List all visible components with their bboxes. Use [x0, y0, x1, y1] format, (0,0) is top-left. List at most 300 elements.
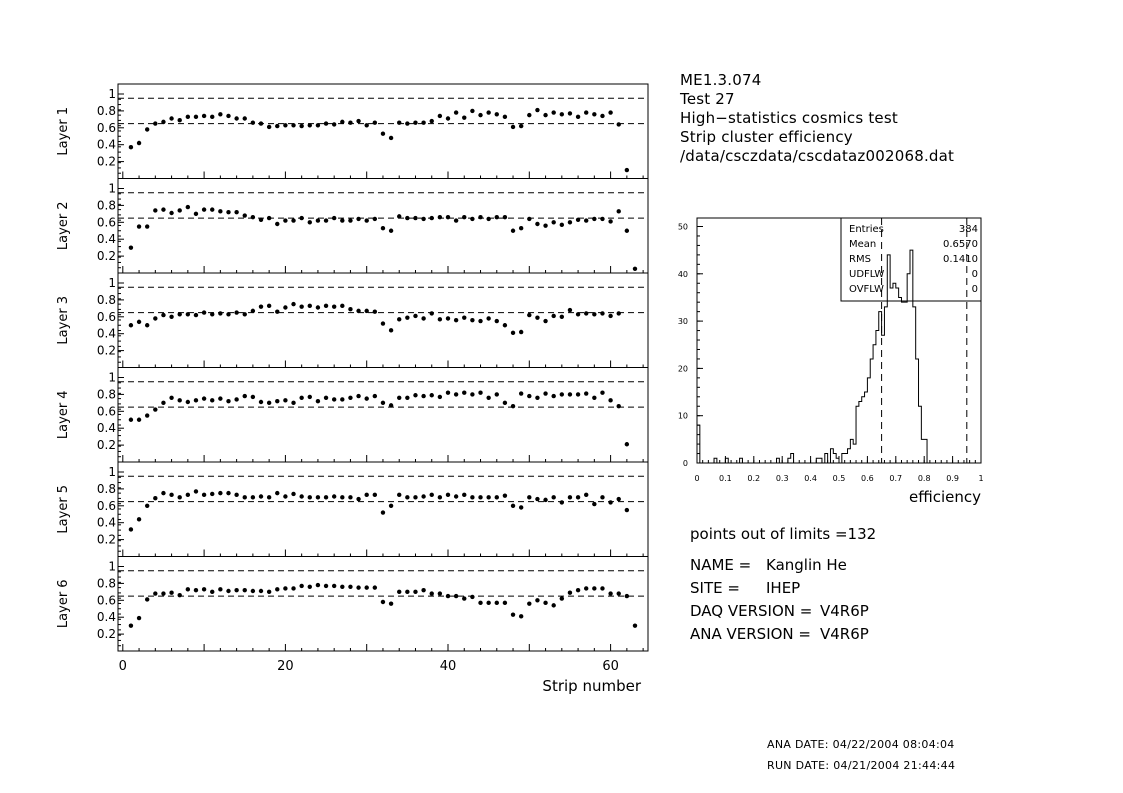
data-point	[405, 396, 409, 400]
data-point	[608, 591, 612, 595]
stats-label: OVFLW	[849, 284, 884, 295]
data-point	[226, 491, 230, 495]
stats-label: Entries	[849, 224, 884, 235]
x-tick-label: 0.8	[917, 474, 931, 483]
data-point	[194, 313, 198, 317]
data-point	[527, 601, 531, 605]
data-point	[275, 222, 279, 226]
x-tick-label: 1	[978, 474, 984, 483]
x-tick-label: 40	[439, 659, 457, 674]
data-point	[340, 495, 344, 499]
data-point	[348, 121, 352, 125]
x-tick-label: 0	[694, 474, 700, 483]
data-point	[356, 585, 360, 589]
data-point	[234, 116, 238, 120]
data-point	[153, 591, 157, 595]
data-point	[617, 122, 621, 126]
y-tick-label: 0.4	[96, 326, 116, 341]
data-point	[283, 586, 287, 590]
data-point	[438, 395, 442, 399]
data-point	[178, 593, 182, 597]
name-value: Kanglin He	[766, 556, 847, 574]
y-tick-label: 1	[108, 276, 116, 290]
data-point	[251, 121, 255, 125]
ana-label: ANA VERSION =	[690, 625, 811, 643]
data-point	[259, 304, 263, 308]
data-point	[470, 318, 474, 322]
data-point	[551, 394, 555, 398]
data-point	[178, 398, 182, 402]
data-point	[405, 121, 409, 125]
y-tick-label: 0.2	[96, 249, 116, 264]
data-point	[243, 495, 247, 499]
y-tick-label: 0.4	[96, 137, 116, 152]
data-point	[470, 109, 474, 113]
data-point	[251, 309, 255, 313]
data-point	[405, 315, 409, 319]
data-point	[633, 267, 637, 271]
data-point	[462, 596, 466, 600]
data-point	[584, 311, 588, 315]
data-point	[129, 245, 133, 249]
stats-value: 0	[971, 284, 978, 295]
data-point	[625, 168, 629, 172]
y-tick-label: 30	[677, 317, 688, 327]
data-point	[478, 215, 482, 219]
data-point	[332, 584, 336, 588]
data-point	[535, 396, 539, 400]
data-point	[576, 495, 580, 499]
data-point	[332, 122, 336, 126]
y-tick-label: 0.6	[96, 215, 116, 230]
data-point	[519, 614, 523, 618]
data-point	[145, 127, 149, 131]
data-point	[291, 123, 295, 127]
data-point	[169, 315, 173, 319]
data-point	[617, 497, 621, 501]
data-point	[462, 215, 466, 219]
data-point	[405, 216, 409, 220]
data-point	[560, 112, 564, 116]
data-point	[332, 304, 336, 308]
data-point	[430, 119, 434, 123]
data-point	[275, 124, 279, 128]
data-file-path: /data/csczdata/cscdataz002068.dat	[680, 147, 955, 165]
layer-panel-2	[56, 179, 648, 274]
data-point	[584, 493, 588, 497]
y-tick-label: 50	[677, 222, 688, 232]
data-point	[576, 115, 580, 119]
data-point	[194, 115, 198, 119]
data-point	[145, 323, 149, 327]
data-point	[324, 218, 328, 222]
data-point	[153, 407, 157, 411]
data-point	[421, 316, 425, 320]
data-point	[153, 316, 157, 320]
data-point	[519, 330, 523, 334]
y-tick-label: 0.2	[96, 438, 116, 453]
data-point	[137, 616, 141, 620]
data-point	[365, 396, 369, 400]
data-point	[226, 399, 230, 403]
data-point	[413, 590, 417, 594]
data-point	[495, 319, 499, 323]
stats-value: 384	[958, 224, 978, 235]
data-point	[389, 601, 393, 605]
data-point	[421, 217, 425, 221]
data-point	[592, 396, 596, 400]
data-point	[608, 314, 612, 318]
data-point	[259, 494, 263, 498]
data-point	[186, 312, 190, 316]
data-point	[210, 398, 214, 402]
data-point	[511, 612, 515, 616]
data-point	[625, 594, 629, 598]
data-point	[486, 601, 490, 605]
y-tick-label: 0.4	[96, 515, 116, 530]
data-point	[356, 217, 360, 221]
data-point	[194, 588, 198, 592]
data-point	[543, 601, 547, 605]
data-point	[551, 603, 555, 607]
data-point	[283, 305, 287, 309]
data-point	[503, 215, 507, 219]
data-point	[625, 229, 629, 233]
data-point	[161, 491, 165, 495]
data-point	[137, 517, 141, 521]
data-point	[348, 218, 352, 222]
data-point	[576, 218, 580, 222]
data-point	[600, 114, 604, 118]
data-point	[267, 495, 271, 499]
histogram-bars	[697, 250, 981, 463]
data-point	[389, 504, 393, 508]
data-point	[454, 318, 458, 322]
data-point	[194, 398, 198, 402]
data-point	[438, 215, 442, 219]
data-point	[169, 590, 173, 594]
data-point	[486, 217, 490, 221]
data-point	[519, 226, 523, 230]
layer-panel-3	[56, 273, 648, 368]
name-row	[690, 554, 869, 577]
data-point	[446, 493, 450, 497]
data-point	[470, 495, 474, 499]
x-tick-label: 0	[118, 659, 127, 674]
data-point	[153, 208, 157, 212]
data-point	[430, 311, 434, 315]
data-point	[129, 418, 133, 422]
data-point	[543, 391, 547, 395]
y-tick-label: 0.8	[96, 198, 116, 213]
data-point	[259, 589, 263, 593]
data-point	[373, 394, 377, 398]
data-point	[299, 396, 303, 400]
stats-label: UDFLW	[849, 269, 885, 280]
data-point	[161, 207, 165, 211]
data-point	[332, 494, 336, 498]
points-out-of-limits: points out of limits =132	[690, 525, 877, 543]
data-point	[365, 123, 369, 127]
histogram-frame	[697, 218, 981, 463]
data-point	[316, 583, 320, 587]
data-point	[527, 113, 531, 117]
data-point	[145, 504, 149, 508]
y-tick-label: 0.8	[96, 292, 116, 307]
data-point	[413, 495, 417, 499]
data-point	[495, 495, 499, 499]
data-point	[430, 493, 434, 497]
layer-panel-6	[56, 557, 648, 652]
data-point	[129, 323, 133, 327]
data-point	[551, 495, 555, 499]
daq-label: DAQ VERSION =	[690, 602, 813, 620]
data-point	[251, 215, 255, 219]
data-point	[340, 218, 344, 222]
data-point	[617, 311, 621, 315]
data-point	[267, 401, 271, 405]
y-tick-label: 1	[108, 370, 116, 385]
y-tick-label: 0.8	[96, 387, 116, 402]
data-point	[259, 218, 263, 222]
test-name: High−statistics cosmics test	[680, 109, 898, 127]
data-point	[169, 396, 173, 400]
data-point	[608, 219, 612, 223]
data-point	[251, 589, 255, 593]
data-point	[218, 209, 222, 213]
ana-row	[690, 623, 869, 646]
data-point	[145, 224, 149, 228]
data-point	[275, 491, 279, 495]
data-point	[283, 123, 287, 127]
data-point	[202, 207, 206, 211]
layer-label: Layer 1	[56, 106, 71, 156]
data-point	[299, 124, 303, 128]
data-point	[389, 328, 393, 332]
data-point	[519, 124, 523, 128]
data-point	[267, 125, 271, 129]
data-point	[503, 493, 507, 497]
data-point	[568, 590, 572, 594]
data-point	[600, 586, 604, 590]
data-point	[535, 315, 539, 319]
test-number: Test 27	[680, 90, 735, 108]
y-tick-label: 1	[108, 465, 116, 479]
data-point	[251, 495, 255, 499]
measurement-name: Strip cluster efficiency	[680, 128, 853, 146]
data-point	[405, 495, 409, 499]
data-point	[568, 392, 572, 396]
data-point	[430, 591, 434, 595]
y-tick-label: 0.6	[96, 593, 116, 608]
data-point	[486, 316, 490, 320]
layer-efficiency-panels	[56, 84, 648, 674]
data-point	[454, 392, 458, 396]
data-point	[145, 413, 149, 417]
data-point	[527, 394, 531, 398]
data-point	[421, 588, 425, 592]
data-point	[267, 590, 271, 594]
stats-label: RMS	[849, 254, 871, 265]
data-point	[348, 585, 352, 589]
data-point	[592, 586, 596, 590]
data-point	[608, 500, 612, 504]
data-point	[210, 115, 214, 119]
data-point	[218, 396, 222, 400]
stats-value: 0.1410	[943, 254, 978, 265]
data-point	[373, 310, 377, 314]
data-point	[251, 395, 255, 399]
y-tick-label: 0.2	[96, 343, 116, 358]
data-point	[186, 400, 190, 404]
data-point	[226, 589, 230, 593]
data-point	[543, 223, 547, 227]
data-point	[511, 229, 515, 233]
efficiency-histogram	[678, 218, 984, 483]
layer-panel-5	[56, 462, 648, 557]
layer-panel-1	[56, 84, 648, 179]
x-tick-label: 0.1	[719, 474, 732, 483]
data-point	[454, 494, 458, 498]
data-point	[438, 317, 442, 321]
y-tick-label: 0.4	[96, 232, 116, 247]
data-point	[511, 125, 515, 129]
data-point	[373, 493, 377, 497]
data-point	[584, 110, 588, 114]
data-point	[186, 587, 190, 591]
x-tick-label: 0.3	[775, 474, 789, 483]
y-tick-label: 0.6	[96, 309, 116, 324]
data-point	[234, 310, 238, 314]
data-point	[397, 493, 401, 497]
data-point	[226, 312, 230, 316]
x-tick-label: 0.6	[861, 474, 874, 483]
data-point	[299, 304, 303, 308]
data-point	[576, 392, 580, 396]
data-point	[486, 396, 490, 400]
data-point	[600, 495, 604, 499]
data-point	[356, 497, 360, 501]
data-point	[551, 110, 555, 114]
data-point	[584, 218, 588, 222]
data-point	[503, 401, 507, 405]
data-point	[446, 594, 450, 598]
x-tick-label: 0.2	[747, 474, 761, 483]
data-point	[511, 404, 515, 408]
data-point	[218, 112, 222, 116]
data-point	[495, 215, 499, 219]
data-point	[397, 214, 401, 218]
data-point	[316, 123, 320, 127]
data-point	[324, 396, 328, 400]
y-tick-label: 10	[677, 411, 688, 421]
data-point	[568, 111, 572, 115]
data-point	[348, 495, 352, 499]
data-point	[389, 229, 393, 233]
data-point	[161, 591, 165, 595]
data-point	[308, 585, 312, 589]
data-point	[308, 495, 312, 499]
data-point	[397, 590, 401, 594]
daq-value: V4R6P	[820, 602, 869, 620]
data-point	[608, 398, 612, 402]
stats-label: Mean	[849, 239, 877, 250]
data-point	[186, 205, 190, 209]
data-point	[283, 218, 287, 222]
data-point	[560, 596, 564, 600]
data-point	[519, 391, 523, 395]
data-point	[446, 215, 450, 219]
data-point	[324, 495, 328, 499]
y-tick-label: 1	[108, 559, 116, 574]
data-point	[617, 209, 621, 213]
data-point	[137, 224, 141, 228]
data-point	[486, 110, 490, 114]
data-point	[560, 392, 564, 396]
data-point	[202, 587, 206, 591]
x-tick-label: 0.4	[804, 474, 817, 483]
data-point	[600, 217, 604, 221]
data-point	[308, 395, 312, 399]
data-point	[592, 217, 596, 221]
data-point	[421, 121, 425, 125]
data-point	[478, 601, 482, 605]
data-point	[421, 494, 425, 498]
data-point	[389, 136, 393, 140]
layer-label: Layer 4	[56, 390, 71, 440]
data-point	[527, 217, 531, 221]
data-point	[186, 115, 190, 119]
data-point	[226, 210, 230, 214]
y-tick-label: 0	[682, 459, 688, 468]
data-point	[633, 623, 637, 627]
run-info-block	[690, 554, 869, 646]
y-tick-label: 0.8	[96, 576, 116, 591]
data-point	[381, 321, 385, 325]
data-point	[243, 588, 247, 592]
stats-value: 0	[971, 269, 978, 280]
data-point	[340, 397, 344, 401]
data-point	[234, 210, 238, 214]
data-point	[194, 489, 198, 493]
layer-label: Layer 2	[56, 201, 71, 251]
data-point	[600, 311, 604, 315]
data-point	[153, 121, 157, 125]
data-point	[397, 121, 401, 125]
data-point	[291, 492, 295, 496]
data-point	[340, 304, 344, 308]
data-point	[218, 587, 222, 591]
y-tick-label: 1	[108, 181, 116, 196]
data-point	[551, 220, 555, 224]
y-tick-label: 0.4	[96, 610, 116, 625]
data-point	[560, 315, 564, 319]
data-point	[446, 116, 450, 120]
data-point	[413, 314, 417, 318]
x-tick-label: 0.9	[946, 474, 959, 483]
data-point	[137, 320, 141, 324]
data-point	[275, 587, 279, 591]
data-point	[373, 585, 377, 589]
data-point	[413, 121, 417, 125]
data-point	[129, 623, 133, 627]
data-point	[373, 121, 377, 125]
y-tick-label: 0.6	[96, 120, 116, 135]
footer-dates	[767, 734, 955, 776]
ana-value: V4R6P	[820, 625, 869, 643]
layer-label: Layer 3	[56, 295, 71, 345]
data-point	[381, 226, 385, 230]
